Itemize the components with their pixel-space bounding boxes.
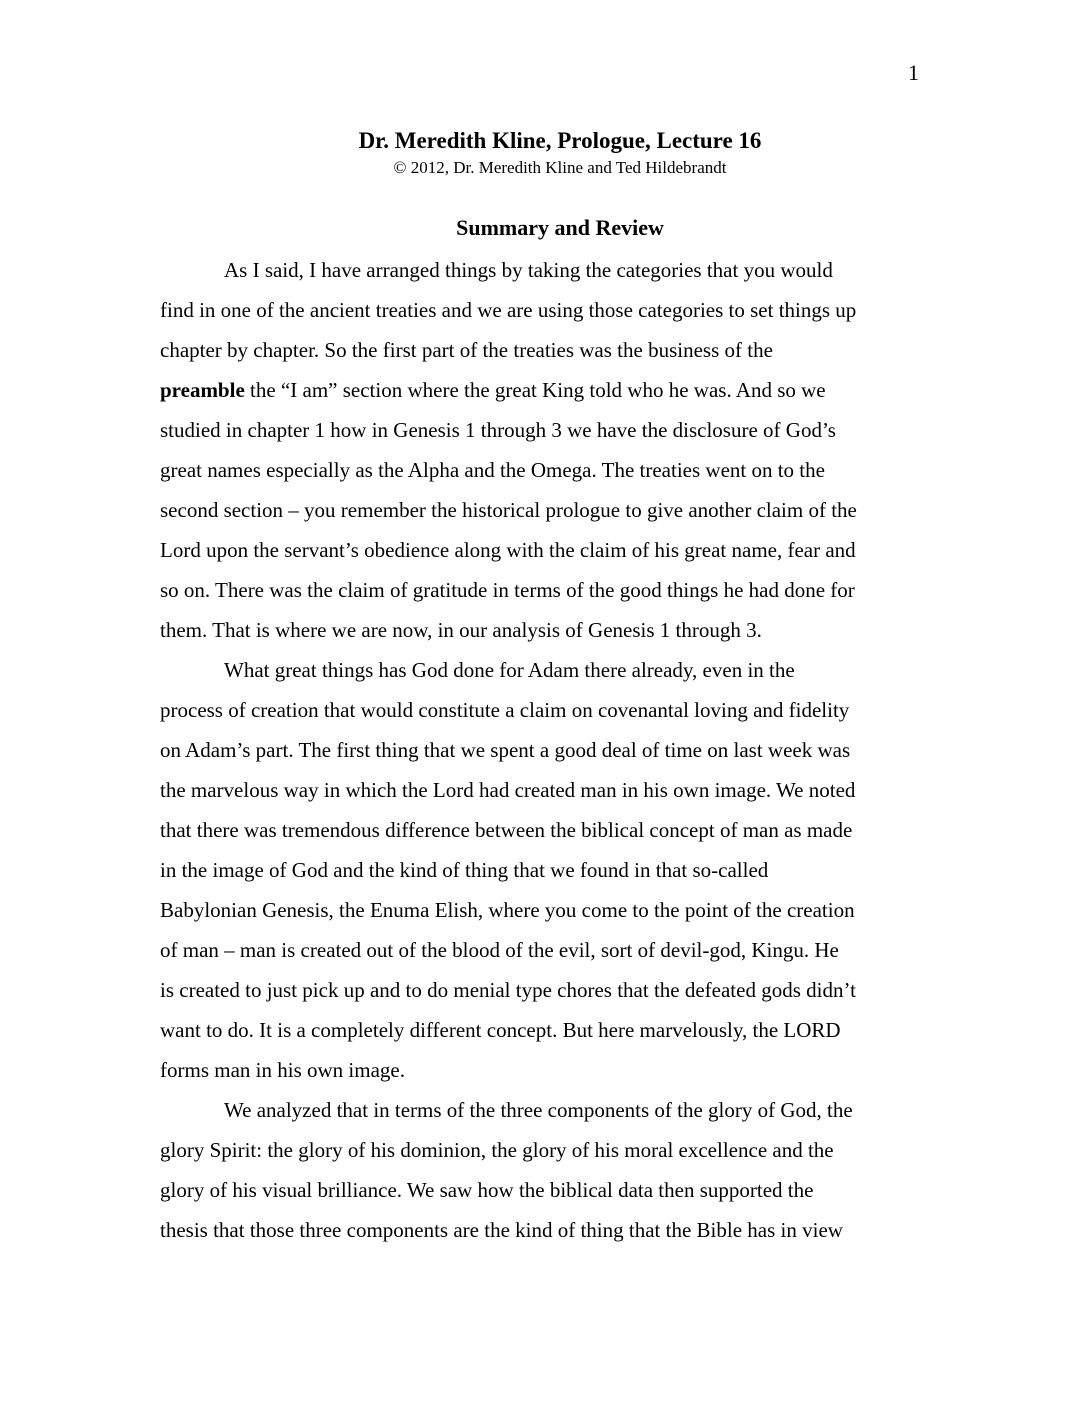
text-segment: is created to just pick up and to do menial type chores that the defeated gods didn’t [160,978,856,1002]
text-line [160,450,950,490]
text-line [160,850,950,890]
text-segment: Lord upon the servant’s obedience along with the claim of his great name, fear and [160,538,856,562]
section-heading: Summary and Review [456,215,664,240]
text-line [160,570,950,610]
text-line [160,250,950,290]
text-line [160,890,950,930]
document-title: Dr. Meredith Kline, Prologue, Lecture 16 [358,128,762,153]
text-line [160,770,950,810]
copyright-line: © 2012, Dr. Meredith Kline and Ted Hildebrandt [393,158,727,177]
text-line [160,490,950,530]
text-segment: want to do. It is a completely different concept. But here marvelously, the LORD [160,1018,841,1042]
text-segment: forms man in his own image. [160,1058,405,1082]
text-segment: the “I am” section where the great King told who he was. And so we [244,378,826,402]
text-line [160,930,950,970]
text-line [160,690,950,730]
text-segment: the marvelous way in which the Lord had created man in his own image. We noted [160,778,856,802]
text-line [160,1130,950,1170]
text-segment: chapter by chapter. So the first part of the treaties was the business of the [160,338,773,362]
text-line [160,410,950,450]
text-line [160,330,950,370]
text-segment: that there was tremendous difference between the biblical concept of man as made [160,818,853,842]
text-segment: so on. There was the claim of gratitude in terms of the good things he had done for [160,578,855,602]
text-segment: We analyzed that in terms of the three components of the glory of God, the [224,1098,853,1122]
body-text [160,250,950,1250]
text-line [160,1090,950,1130]
text-segment: find in one of the ancient treaties and we are using those categories to set things up [160,298,857,322]
text-segment: process of creation that would constitute a claim on covenantal loving and fidelity [160,698,850,722]
text-line [160,810,950,850]
text-segment: thesis that those three components are the kind of thing that the Bible has in view [160,1218,843,1242]
text-line [160,370,950,410]
text-line [160,610,950,650]
bold-text-segment: preamble [160,378,245,402]
text-line [160,1210,950,1250]
text-segment: of man – man is created out of the blood of the evil, sort of devil-god, Kingu. He [160,938,839,962]
text-segment: Babylonian Genesis, the Enuma Elish, where you come to the point of the creation [160,898,855,922]
text-line [160,970,950,1010]
document-header [16,126,1088,180]
text-segment: in the image of God and the kind of thing that we found in that so-called [160,858,769,882]
text-segment: on Adam’s part. The first thing that we spent a good deal of time on last week was [160,738,851,762]
text-line [160,1170,950,1210]
text-line [160,290,950,330]
text-line [160,1050,950,1090]
text-segment: second section – you remember the historical prologue to give another claim of the [160,498,857,522]
text-line [160,730,950,770]
text-segment: glory Spirit: the glory of his dominion, the glory of his moral excellence and the [160,1138,834,1162]
text-line [160,530,950,570]
text-segment: As I said, I have arranged things by taking the categories that you would [224,258,833,282]
text-segment: glory of his visual brilliance. We saw how the biblical data then supported the [160,1178,814,1202]
text-line [160,650,950,690]
page-number: 1 [908,60,919,85]
text-line [160,1010,950,1050]
text-segment: great names especially as the Alpha and the Omega. The treaties went on to the [160,458,825,482]
text-segment: them. That is where we are now, in our analysis of Genesis 1 through 3. [160,618,762,642]
text-segment: studied in chapter 1 how in Genesis 1 through 3 we have the disclosure of God’s [160,418,836,442]
text-segment: What great things has God done for Adam there already, even in the [224,658,795,682]
